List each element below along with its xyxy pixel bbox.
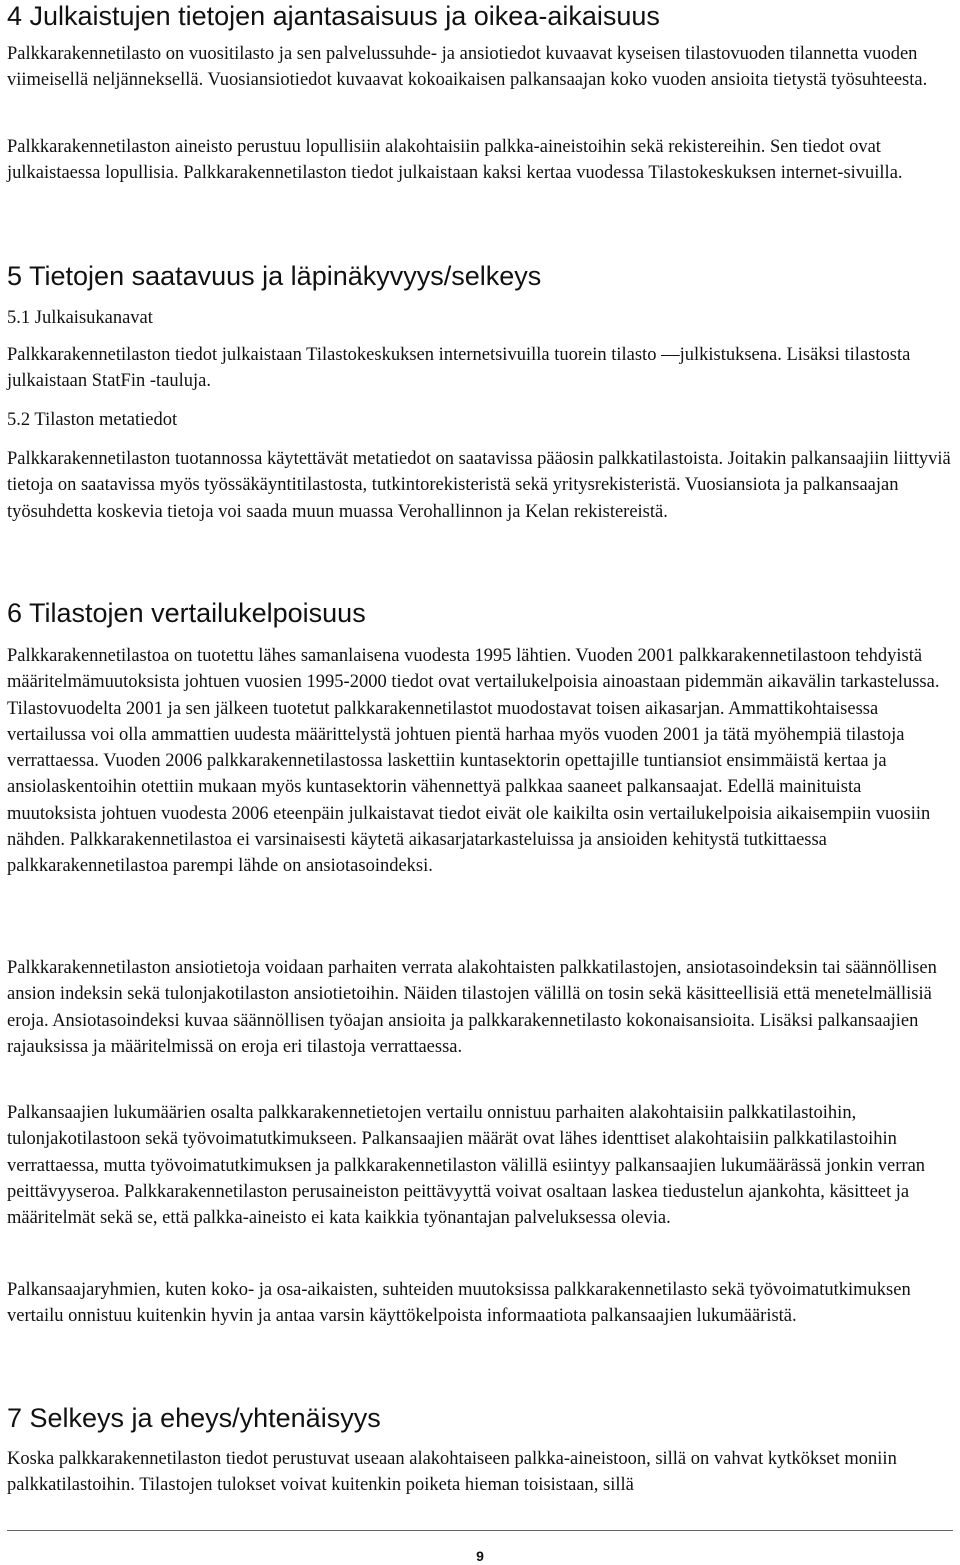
section-4-paragraph-1: Palkkarakennetilasto on vuositilasto ja sen palvelussuhde- ja ansiotiedot kuvaavat kyseisen tilastovuoden tilannetta vuoden viimeisellä neljänneksellä. Vuosiansiotiedot kuvaavat kokoaikaisen palkansaajan koko vuoden ansioita tietystä työsuhteesta. (7, 44, 928, 91)
section-5-heading: 5 Tietojen saatavuus ja läpinäkyvyys/selkeys (7, 261, 542, 291)
section-6-paragraph-1: Palkkarakennetilastoa on tuotettu lähes samanlaisena vuodesta 1995 lähtien. Vuoden 2001 palkkarakennetilastoon tehdyistä määritelmämuutoksista johtuen vuosien 1995-2000 tiedot ovat vertailukelpoisia ainoastaan pidemmän aikavälin tarkastelussa. Tilastovuodelta 2001 ja sen jälkeen tuotetut palkkarakennetilastot muodostavat toisen aikasarjan. Ammattikohtaisessa vertailussa voi olla ammattien uudesta määrittelystä johtuen pientä harhaa myös vuoden 2001 ja tätä myöhempiä tilastoja verrattaessa. Vuoden 2006 palkkarakennetilastossa laskettiin kuntasektorin opettajille tuntiansiot ensimmäistä kertaa ja ansiolaskentoihin otettiin mukaan myös kuntasektorin vähennettyä palkkaa saaneet palkansaajat. Edellä mainituista muutoksista johtuen vuodesta 2006 eteenpäin julkaistavat tiedot eivät ole kaikilta osin vertailukelpoisia aikaisempiin vuosiin nähden. Palkkarakennetilastoa ei varsinaisesti käytetä aikasarjatarkasteluissa ja ansioiden kehitystä tutkittaessa palkkarakennetilastoa parempi lähde on ansiotasoindeksi. (7, 646, 940, 877)
section-4-paragraph-2: Palkkarakennetilaston aineisto perustuu lopullisiin alakohtaisiin palkka-aineistoihin sekä rekistereihin. Sen tiedot ovat julkaistaessa lopullisia. Palkkarakennetilaston tiedot julkaistaan kaksi kertaa vuodessa Tilastokeskuksen internet-sivuilla. (7, 137, 903, 184)
section-6-paragraph-3: Palkansaajien lukumäärien osalta palkkarakennetietojen vertailu onnistuu parhaiten alakohtaisiin palkkatilastoihin, tulonjakotilastoon sekä työvoimatutkimukseen. Palkansaajien määrät ovat lähes identtiset alakohtaisiin palkkatilastoihin verrattaessa, mutta työvoimatutkimuksen ja palkkarakennetilaston välillä esiintyy palkansaajien lukumäärässä jonkin verran peittävyyseroa. Palkkarakennetilaston perusaineiston peittävyyttä voivat osaltaan laskea tiedustelun ajankohta, käsitteet ja määritelmät sekä se, että palkka-aineisto ei kata kaikkia työnantajan palveluksessa olevia. (7, 1103, 926, 1229)
page-number: 9 (476, 1548, 484, 1564)
section-7-heading: 7 Selkeys ja eheys/yhtenäisyys (7, 1403, 381, 1433)
section-5-1-paragraph: Palkkarakennetilaston tiedot julkaistaan Tilastokeskuksen internetsivuilla tuorein tilasto —julkistuksena. Lisäksi tilastosta julkaistaan StatFin -tauluja. (7, 345, 911, 392)
section-6-paragraph-2: Palkkarakennetilaston ansiotietoja voidaan parhaiten verrata alakohtaisten palkkatilastojen, ansiotasoindeksin tai säännöllisen ansion indeksin sekä tulonjakotilaston ansiotietoihin. Näiden tilastojen välillä on tosin sekä käsitteellisiä että menetelmällisiä eroja. Ansiotasoindeksi kuvaa säännöllisen työajan ansioita ja palkkarakennetilasto kokonaisansioita. Lisäksi palkansaajien rajauksissa ja määritelmissä on eroja eri tilastoja verrattaessa. (7, 958, 937, 1057)
section-5-1-subheading: 5.1 Julkaisukanavat (7, 308, 153, 328)
section-6-paragraph-4: Palkansaajaryhmien, kuten koko- ja osa-aikaisten, suhteiden muutoksissa palkkarakennetilasto sekä työvoimatutkimuksen vertailu onnistuu kuitenkin hyvin ja antaa varsin käyttökelpoista informaatiota palkansaajien lukumääristä. (7, 1280, 911, 1327)
section-6-heading: 6 Tilastojen vertailukelpoisuus (7, 598, 366, 628)
section-4-heading: 4 Julkaistujen tietojen ajantasaisuus ja oikea-aikaisuus (7, 1, 660, 31)
section-5-2-subheading: 5.2 Tilaston metatiedot (7, 410, 178, 430)
footer-divider (7, 1530, 953, 1531)
section-7-paragraph-1: Koska palkkarakennetilaston tiedot perustuvat useaan alakohtaiseen palkka-aineistoon, sillä on vahvat kytkökset moniin palkkatilastoihin. Tilastojen tulokset voivat kuitenkin poiketa hieman toisistaan, sillä (7, 1449, 897, 1496)
section-5-2-paragraph: Palkkarakennetilaston tuotannossa käytettävät metatiedot on saatavissa pääosin palkkatilastoista. Joitakin palkansaajiin liittyviä tietoja on saatavissa myös työssäkäyntitilastosta, tutkintorekisteristä sekä yritysrekisteristä. Vuosiansiota ja palkansaajan työsuhdetta koskevia tietoja voi saada muun muassa Verohallinnon ja Kelan rekistereistä. (7, 449, 951, 522)
